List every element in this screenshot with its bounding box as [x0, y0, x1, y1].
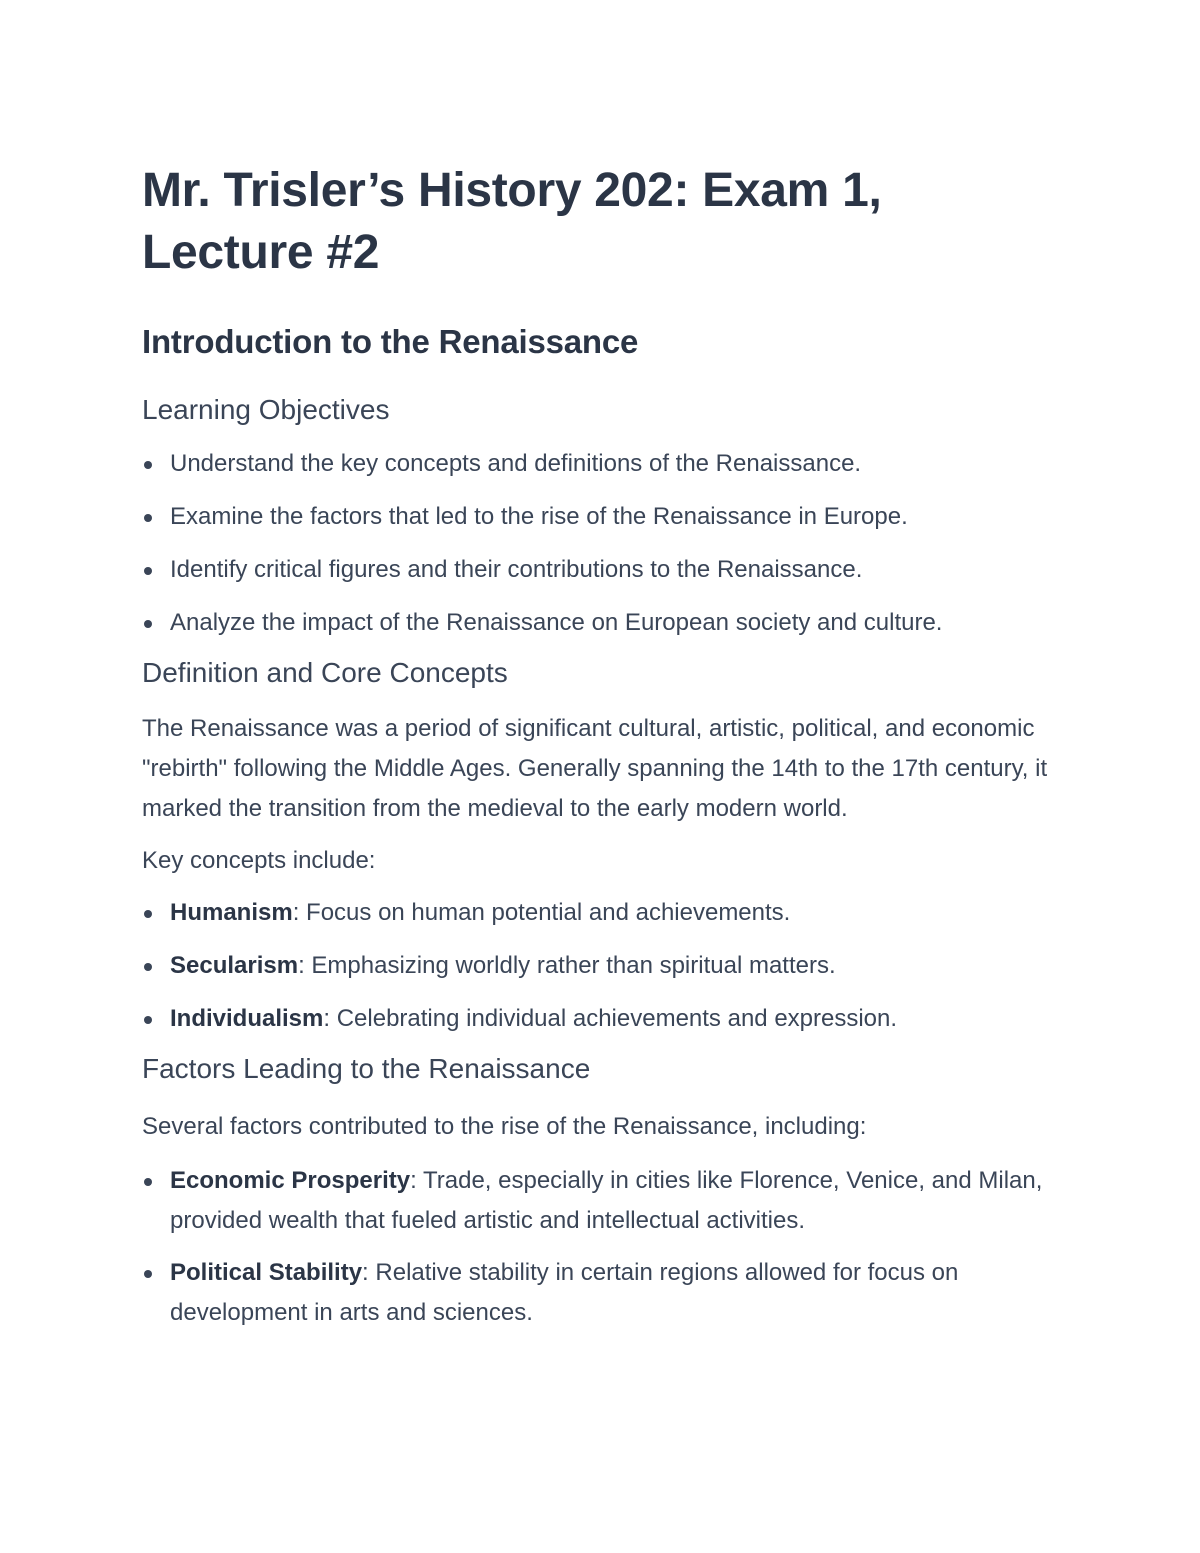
- term-label: Political Stability: [170, 1259, 363, 1286]
- list-item: Understand the key concepts and definitions of the Renaissance.: [142, 444, 1062, 484]
- term-label: Economic Prosperity: [170, 1167, 411, 1194]
- term-description: : Relative stability in certain regions allowed for focus on development in arts and sciences.: [170, 1259, 959, 1326]
- key-concepts-list: [142, 893, 1062, 1039]
- list-item: [142, 946, 1062, 986]
- list-item: Examine the factors that led to the rise of the Renaissance in Europe.: [142, 497, 1062, 537]
- section-title: Introduction to the Renaissance: [142, 323, 639, 360]
- list-item: [142, 893, 1062, 933]
- learning-objectives-heading: Learning Objectives: [142, 394, 390, 425]
- document-title: Mr. Trisler’s History 202: Exam 1, Lecture #2: [142, 164, 882, 279]
- factors-intro: Several factors contributed to the rise of the Renaissance, including:: [142, 1113, 867, 1140]
- document-page: [142, 160, 1062, 1333]
- list-item: [142, 999, 1062, 1039]
- learning-objectives-list: [142, 444, 1062, 643]
- term-description: : Emphasizing worldly rather than spiritual matters.: [298, 952, 836, 979]
- factors-heading: Factors Leading to the Renaissance: [142, 1053, 591, 1084]
- term-description: : Focus on human potential and achievements.: [292, 899, 791, 926]
- factors-list: [142, 1161, 1062, 1333]
- list-item: [142, 1253, 1062, 1333]
- list-item: Analyze the impact of the Renaissance on European society and culture.: [142, 603, 1062, 643]
- term-description: : Celebrating individual achievements and expression.: [323, 1005, 898, 1032]
- term-description: : Trade, especially in cities like Florence, Venice, and Milan, provided wealth that fueled artistic and intellectual activities.: [170, 1167, 1043, 1234]
- term-label: Individualism: [170, 1005, 324, 1032]
- definition-paragraph: The Renaissance was a period of significant cultural, artistic, political, and economic "rebirth" following the Middle Ages. Generally spanning the 14th to the 17th century, it marked the transition from the medieval to the early modern world.: [142, 715, 1048, 822]
- term-label: Secularism: [170, 952, 299, 979]
- term-label: Humanism: [170, 899, 293, 926]
- definition-heading: Definition and Core Concepts: [142, 657, 508, 688]
- list-item: Identify critical figures and their contributions to the Renaissance.: [142, 550, 1062, 590]
- key-concepts-intro: Key concepts include:: [142, 847, 376, 874]
- list-item: [142, 1161, 1062, 1241]
